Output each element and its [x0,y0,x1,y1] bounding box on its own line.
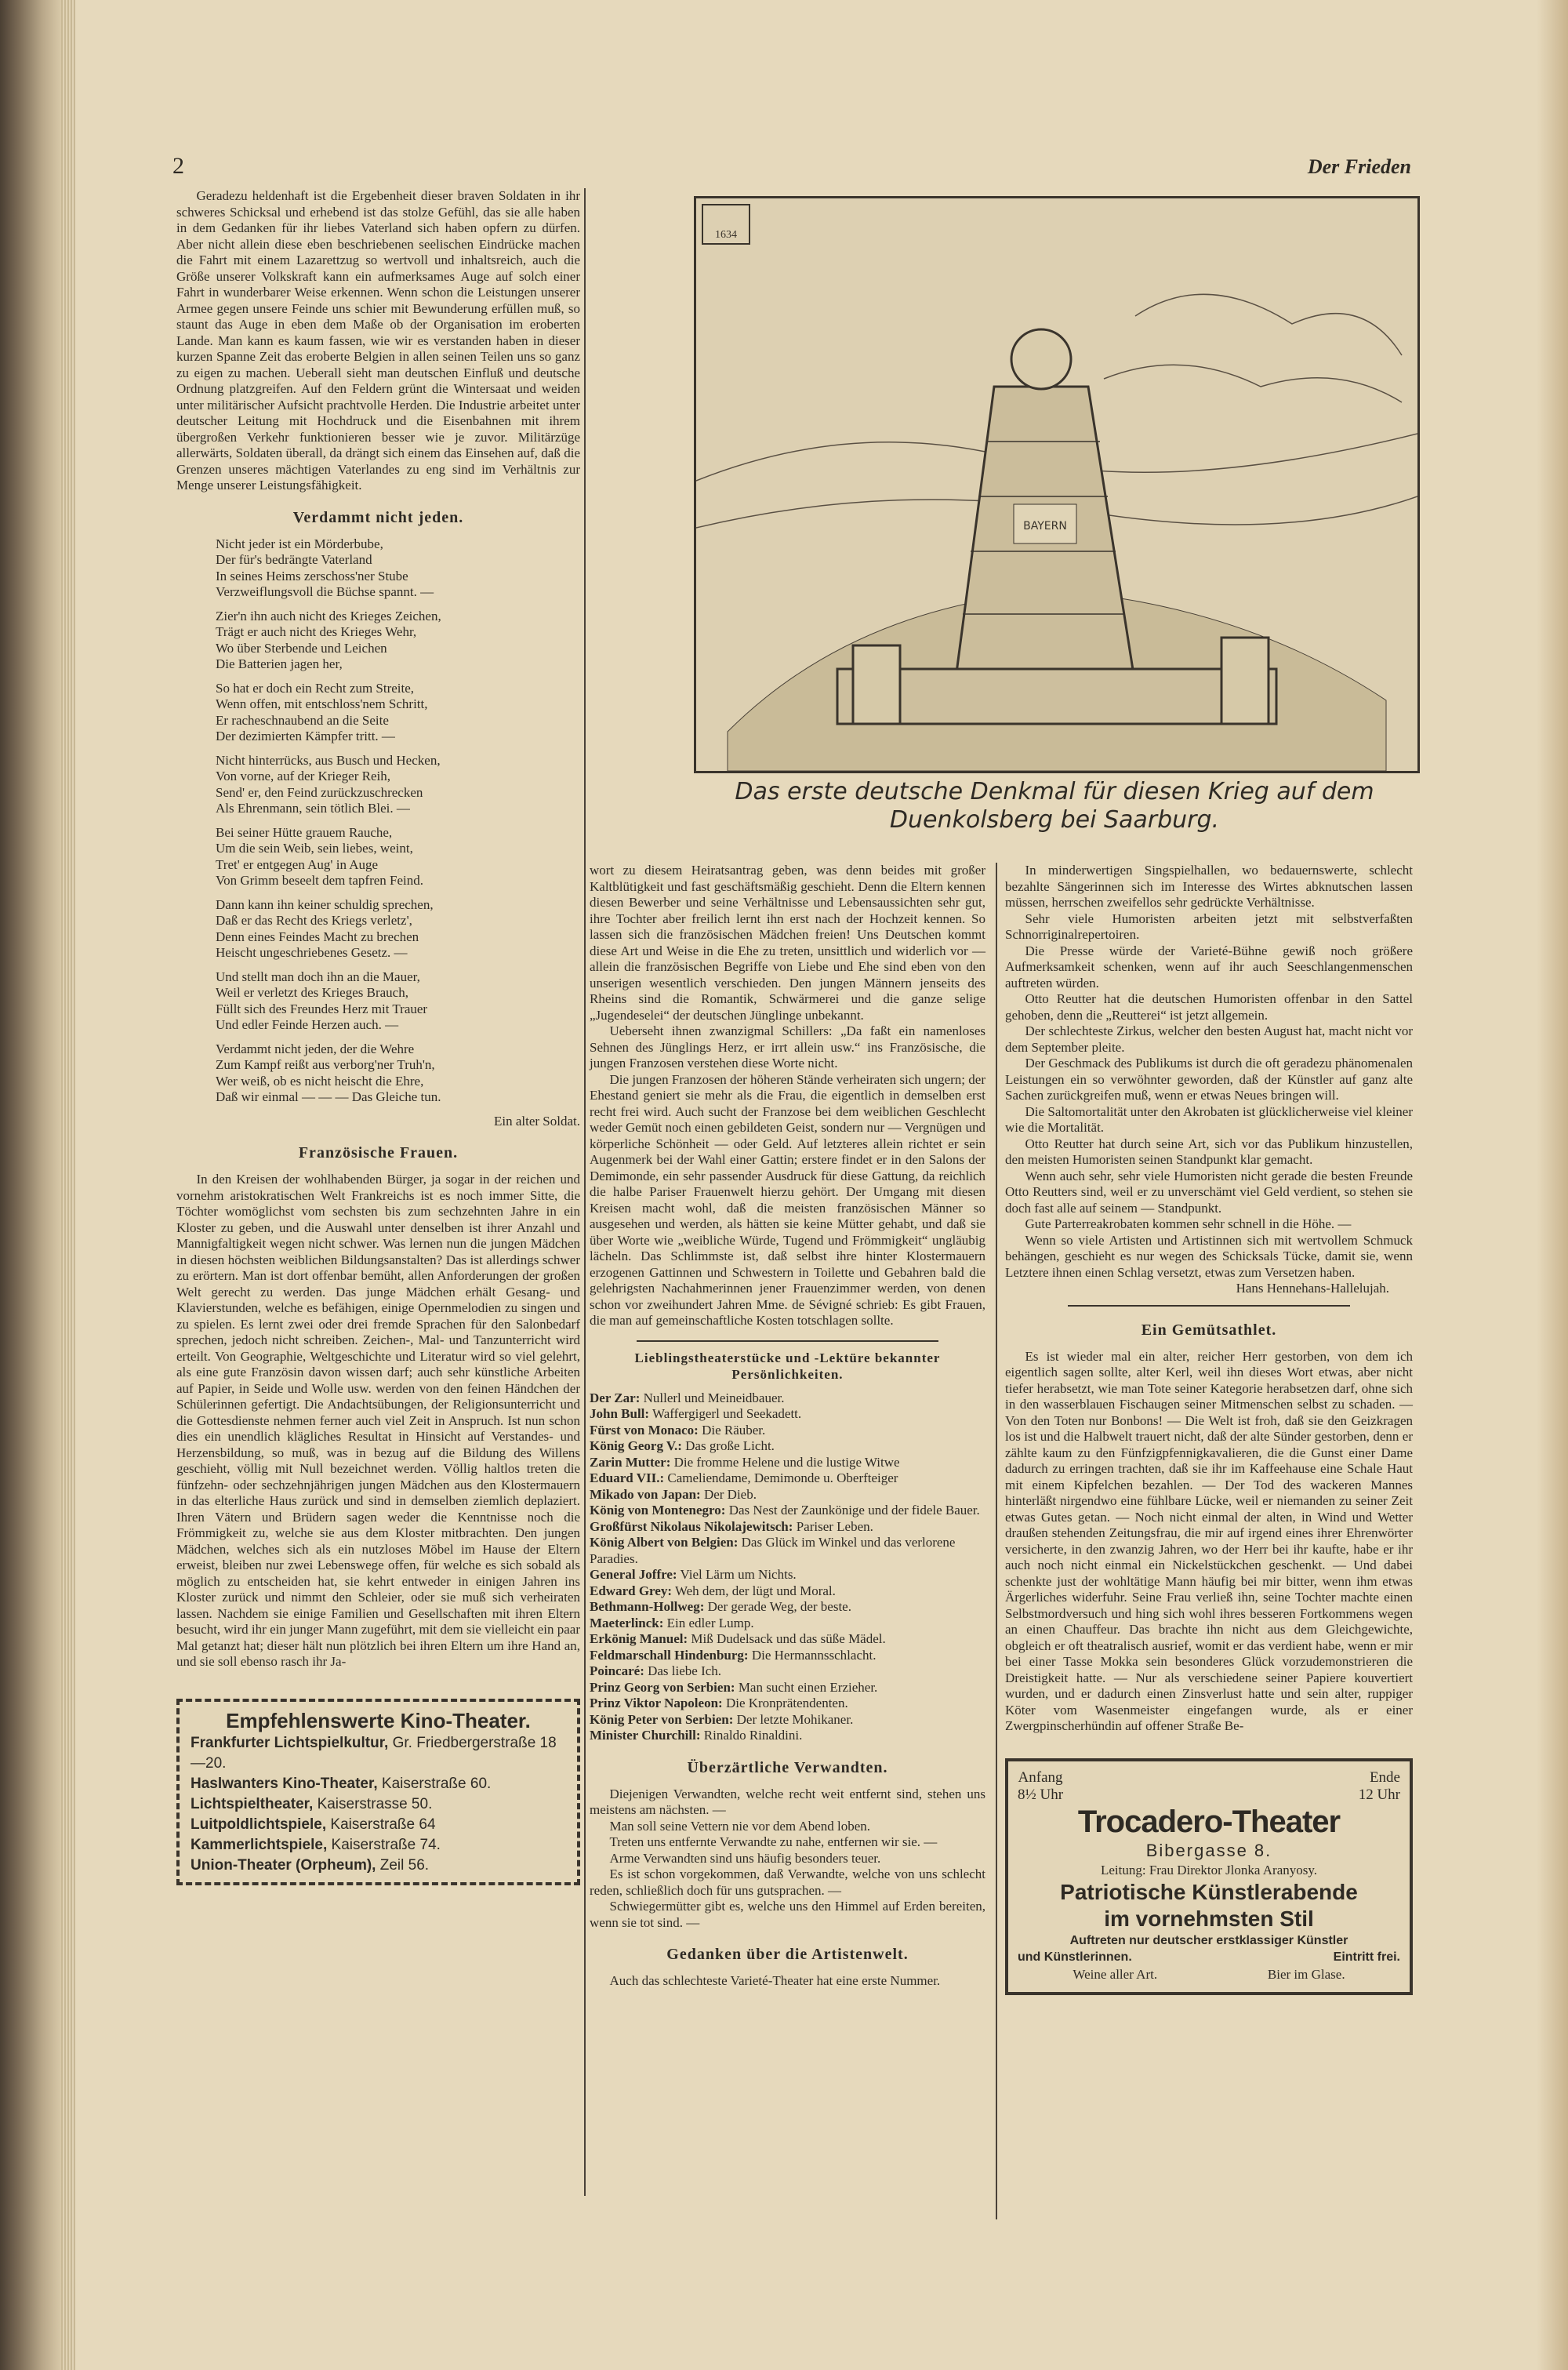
article-continuation: wort zu diesem Heiratsantrag geben, was denn beides mit großer Kaltblütigkeit und fast geschäftsmäßig geschieht. Denn die Eltern kennen diesen Bewerber und seine Verhältnisse und Lebensaussichten sehr gut, ihre Tochter aber freilich lernt ihn erst nach der Hochzeit kennen. So lassen sich die französischen Mädchen freien! Uns Deutschen kommt diese Art und Weise in die Ehe zu treten, unsittlich und widerlich vor — allein die französischen Begriffe von Liebe und Ehe sind eben von den unserigen wesentlich verschieden. Den jungen Männern jenseits des Rheins sind die Romantik, Schwärmerei und die ganze selige „Jugendeselei“ der deutschen Jünglinge unbekannt. [590,863,985,1023]
poem-author: Ein alter Soldat. [493,1113,580,1129]
list-name: Feldmarschall Hindenburg: [590,1647,749,1663]
kino-name: Haslwanters Kino-Theater, [191,1775,378,1792]
list-name: Fürst von Monaco: [590,1422,699,1438]
article-intro: Geradezu heldenhaft ist die Ergebenheit dieser braven Soldaten in ihr schweres Schicksal und erhebend ist das stolze Gefühl, das sie alle haben in dem Gedanken für ihr liebes Vaterland sich haben opfern zu dürfen. Aber nicht allein diese eben beschriebenen seelischen Eindrücke machen die Fahrt mit einem Lazarettzug so wertvoll und inhaltsreich, auch die Größe unserer Volkskraft kann ein aufmerksames Auge auf solch einer Fahrt in wunderbarer Weise erkennen. Wenn schon die Leistungen unserer Armee gegen unsere Feinde uns schier mit Bewunderung erfüllen muß, so staunt das Auge in eben dem Maße ob der Organisation im eroberten Lande. Man kann es kaum fassen, wie wir es verstanden haben in dieser kurzen Spanne Zeit das eroberte Belgien in allen seinen Teilen uns so ganz zu eigen zu machen. Ueberall sieht man deutschen Einfluß und deutsche Ordnung platzgreifen. Auf den Feldern grünt die Wintersaat und weiden unter militärischer Aufsicht prachtvolle Herden. Die Industrie arbeitet unter deutscher Leitung mit Hochdruck und die Eisenbahnen mit ihrem übergroßen Verkehr funktionieren besser wie je zuvor. Militärzüge allerwärts, Soldaten überall, da drängt sich einem das Einsehen auf, daß die Grenzen unseres mächtigen Vaterlandes zu eng sind im Verhältnis zur Menge unserer Leistungsfähigkeit. [176,188,580,493]
kino-entry [191,1774,566,1794]
aphorism: Gute Parterreakrobaten kommen sehr schnell in die Höhe. — [1025,1216,1352,1231]
list-value: Der letzte Mohikaner. [736,1711,854,1727]
poem-line: Nicht hinterrücks, aus Busch und Hecken, [216,752,441,768]
beer-note: Bier im Glase. [1267,1966,1345,1982]
aphorism: Sehr viele Humoristen arbeiten jetzt mit selbstverfaßten Schnorriginalrepertoiren. [1005,911,1413,942]
poem-stanza [216,825,580,889]
kino-ad-title: Empfehlenswerte Kino-Theater. [226,1708,531,1732]
list-name: Prinz Viktor Napoleon: [590,1696,723,1710]
aphorism: Schwiegermütter gibt es, welche uns den Himmel auf Erden bereiten, wenn sie tot sind. — [590,1899,985,1930]
aphorism: Der schlechteste Zirkus, welcher den besten August hat, macht nicht vor dem September pleite. [1005,1023,1413,1055]
poem-line: Dann kann ihn keiner schuldig sprechen, [216,896,434,912]
list-item [590,1663,985,1680]
list-name: Großfürst Nikolaus Nikolajewitsch: [590,1518,793,1534]
list-title: Lieblingstheaterstücke und -Lektüre bekannter Persönlichkeiten. [634,1350,941,1382]
list-item [590,1680,985,1696]
kino-name: Lichtspieltheater, [191,1795,314,1812]
list-name: General Joffre: [590,1567,677,1582]
monument-drawing [696,198,1417,771]
list-value: Das liebe Ich. [648,1663,722,1678]
aphorism: Es ist schon vorgekommen, daß Verwandte, welche von uns schlecht reden, schließlich doch für uns gutsprachen. — [590,1867,985,1898]
column-1 [176,188,580,1885]
list-value: Der gerade Weg, der beste. [707,1599,851,1614]
poem-line: Daß er das Recht des Kriegs verletz', [216,913,412,928]
ad-line-1: Auftreten nur deutscher erstklassiger Künstler [1069,1933,1348,1947]
poem-line: Füllt sich des Freundes Herz mit Trauer [216,1001,428,1016]
poem-line: Wer weiß, ob es nicht heischt die Ehre, [216,1073,424,1089]
list-value: Man sucht einen Erzieher. [738,1679,878,1695]
list-item [590,1470,985,1487]
poem-stanza [216,1041,580,1106]
poem-line: Verzweiflungsvoll die Büchse spannt. — [216,584,434,599]
poem-line: Und edler Feinde Herzen auch. — [216,1017,399,1032]
list-item [590,1583,985,1600]
list-value: Weh dem, der lügt und Moral. [674,1583,836,1598]
masthead: Der Frieden [1307,155,1411,178]
list-item [590,1390,985,1407]
poem-stanza [216,753,580,817]
list-value: Miß Dudelsack und das süße Mädel. [691,1631,886,1646]
artists-title: Gedanken über die Artistenwelt. [666,1946,909,1963]
list-value: Die Hermannsschlacht. [751,1647,877,1663]
page-right-edge [1537,0,1568,2370]
list-name: Mikado von Japan: [590,1486,701,1502]
kino-address: Zeil 56. [379,1856,430,1874]
list-name: Edward Grey: [590,1583,672,1598]
kino-entry [191,1733,566,1774]
theater-name: Trocadero-Theater [1077,1804,1341,1839]
poem-line: Als Ehrenmann, sein tötlich Blei. — [216,801,410,816]
list-name: König Georg V.: [590,1438,682,1453]
poem-stanza [216,681,580,745]
list-name: John Bull: [590,1406,650,1421]
list-value: Die Kronprätendenten. [725,1696,848,1710]
list-item [590,1487,985,1503]
list-item [590,1423,985,1439]
aphorism: Wenn so viele Artisten und Artistinnen sich mit wertvollem Schmuck behängen, geschieht es nur wegen des Schicksals Tücke, damit sie, wenn Letztere ihnen einen Schlag versetzt, etwas zum Versetzen haben. [1005,1232,1413,1280]
kino-name: Luitpoldlichtspiele, [191,1816,327,1833]
monument-illustration [694,196,1420,773]
aphorism: Otto Reutter hat durch seine Art, sich vor das Publikum hinzustellen, den meisten Humoristen seinen Standpunkt klar gemacht. [1005,1136,1413,1167]
figure-caption: Das erste deutsche Denkmal für diesen Krieg auf dem Duenkolsberg bei Saarburg. [735,778,1374,834]
divider [637,1340,938,1342]
list-item [590,1712,985,1728]
start-label: Anfang [1018,1768,1063,1786]
poem-line: Von Grimm beseelt dem tapfren Feind. [216,873,424,888]
list-value: Cameliendame, Demimonde u. Oberfteiger [667,1470,898,1485]
theater-management: Leitung: Frau Direktor Jlonka Aranyosy. [1100,1862,1318,1877]
list-name: Der Zar: [590,1390,641,1405]
figure-badge: 1634 [715,229,737,241]
kino-entry [191,1794,566,1815]
poem [176,536,580,1106]
poem-line: Weil er verletzt des Krieges Brauch, [216,985,408,1000]
kino-entry [191,1835,566,1856]
list-item [590,1438,985,1455]
theater-address: Bibergasse 8. [1145,1840,1272,1860]
kino-address: Kaiserstraße 60. [381,1775,492,1792]
kino-address: Gr. Friedbergerstraße 18—20. [191,1734,557,1772]
list-item [590,1648,985,1664]
poem-stanza [216,536,580,601]
poem-stanza [216,609,580,673]
list-item [590,1519,985,1536]
aphorism: Wenn auch sehr, sehr viele Humoristen nicht gerade die besten Freunde Otto Reutters sind, weil er zu unverschämt viel Geld verdient, so stehen sie doch fast alle auf seinem — Standpunkt. [1005,1168,1413,1216]
aphorism: Arme Verwandten sind uns häufig besonders teuer. [609,1850,881,1866]
athlete-text: Es ist wieder mal ein alter, reicher Herr gestorben, von dem ich eigentlich sagen sollte, alter Kerl, weil ihn dieses Wort etwas, aber nicht tiefer herabsetzt, wie man Tote seiner Kategorie herabsetzen darf, ohne sich in den wasserblauen Fischaugen seiner Mitmenschen selbst zu schaden. — Von den Toten nur Bonbons! — Die Welt ist froh, daß sie den Geizkragen los ist und die Halbwelt trauert nicht, daß der alte Sünder gestorben, denn er zählte kaum zu den Fünfzigpfennigkavalieren, die die Gunst einer Dame dadurch zu erringen trachten, daß sie ihr im Kaffeehause eine Schale Haut mit einem Kipfelchen bezahlen. — Der Tod des wackeren Mannes hinterläßt nirgendwo eine fühlbare Lücke, weil er niemanden zu seiner Zeit etwas Gutes getan. — Noch nicht einmal der alten, in Wind und Wetter draußen stehenden Zeitungsfrau, die mir auf irgend eines ihrer Ehrenwörter versicherte, in den zwanzig Jahren, wo der Herr bei ihr kaufte, habe er ihr auch noch nicht einmal ein Nickelstückchen geschenkt. — Und dabei schenkte just der wohltätige Mann häufig bei mir bitter, wenn ihm etwas Ärgerliches widerfuhr. Seine Frau verließ ihn, seine Tochter machte einen Selbstmordversuch und hing sich wohl ihres besseren Fortkommens wegen an einen Chauffeur. Das brachte ihn nicht aus dem Gleichgewichte, obgleich er oft theatralisch ausrief, womit er das verdient habe, wenn er mir bei einer Tasse Mokka sein besonderes Glück vorzudemonstrieren die Dreistigkeit hatte. — Nur als verschiedene seiner Papiere kouvertiert wurden, und er dadurch einen Zinsverlust hatte und sein alter, ruppiger Köter vom Wasenmeister eingefangen wurde, als er einer Zwergpinscherhündin auf offener Straße Be- [1005,1348,1413,1733]
list-item [590,1616,985,1632]
list-item [590,1567,985,1583]
list-name: Bethmann-Hollweg: [590,1599,705,1614]
list-value: Ein edler Lump. [666,1615,754,1630]
poem-line: So hat er doch ein Recht zum Streite, [216,680,415,696]
poem-line: Zier'n ihn auch nicht des Krieges Zeichen, [216,608,441,623]
poem-stanza [216,969,580,1034]
end-time: 12 Uhr [1358,1786,1400,1803]
poem-line: In seines Heims zerschoss'ner Stube [216,568,408,583]
list-value: Waffergigerl und Seekadett. [652,1406,802,1421]
list-name: Erkönig Manuel: [590,1631,688,1646]
poem-line: Der für's bedrängte Vaterland [216,552,372,567]
divider [1068,1305,1350,1307]
list-item [590,1696,985,1712]
poem-line: Send' er, den Feind zurückzuschrecken [216,784,423,800]
relatives-title: Überzärtliche Verwandten. [687,1758,888,1776]
list-name: Minister Churchill: [590,1728,701,1743]
page-edges [61,0,75,2370]
list-name: Zarin Mutter: [590,1454,671,1470]
list-value: Viel Lärm um Nichts. [680,1567,797,1582]
poem-line: Zum Kampf reißt aus verborg'ner Truh'n, [216,1057,435,1072]
list-name: Eduard VII.: [590,1470,665,1485]
kino-address: Kaiserstrasse 50. [317,1795,433,1812]
poem-line: Er racheschnaubend an die Seite [216,712,389,728]
list-name: König von Montenegro: [590,1503,726,1518]
list-value: Das große Licht. [685,1438,775,1453]
kino-name: Kammerlichtspiele, [191,1836,328,1853]
poem-line: Die Batterien jagen her, [216,656,343,671]
poem-line: Tret' er entgegen Aug' in Auge [216,856,379,872]
list-value: Die fromme Helene und die lustige Witwe [673,1454,900,1470]
aphorism: Die Presse würde der Varieté-Bühne gewiß noch größere Aufmerksamkeit schenken, wenn auf ihr auch Seeschlangenmenschen auftreten würden. [1005,943,1413,991]
kino-entry [191,1815,566,1835]
list-name: König Peter von Serbien: [590,1711,734,1727]
column-rule [996,863,997,2219]
page-number: 2 [172,153,184,179]
list-item [590,1535,985,1567]
aphorism: Man soll seine Vettern nie vor dem Abend loben. [609,1818,871,1834]
kino-name: Union-Theater (Orpheum), [191,1856,376,1874]
poem-line: Bei seiner Hütte grauem Rauche, [216,824,393,840]
poem-title: Verdammt nicht jeden. [292,508,464,526]
poem-line: Und stellt man doch ihn an die Mauer, [216,969,420,984]
poem-line: Wo über Sterbende und Leichen [216,640,387,656]
wine-note: Weine aller Art. [1073,1966,1158,1982]
kino-entry [191,1856,566,1876]
poem-line: Heischt ungeschriebenes Gesetz. — [216,945,408,960]
article-paragraph: Die jungen Franzosen der höheren Stände verheiraten sich ungern; der Ehestand geniert sie mehr als die Frau, die eigentlich in demselben erst recht frei wird. Auch sucht der Franzose bei dem weiblichen Geschlecht weder Gemüt noch einen gebildeten Geist, sondern nur — Vergnügen und körperliche Schönheit — oder Geld. Auf letzteres allein richtet er sein Augenmerk bei der Wahl einer Gattin; erstere findet er in den Salons der Demimonde, ein sehr passender Ausdruck für diese Gattung, da reichlich die halbe Pariser Frauenwelt hierzu gehört. Der Umgang mit diesen Kreisen macht wohl, daß die meisten französischen Männer so ausgesehen und werden, als hätten sie keine Mütter gehabt, und daß sie über Worte wie „weibliche Würde, Tugend und Frömmigkeit“ ungläubig lächeln. Das Schlimmste ist, daß selbst ihre hinter Klostermauern erzogenen Gattinnen und Schwestern in Toilette und Gebahren bald die gelehrigsten Nachahmerinnen jener Frauenzimmer werden, von denen schon vor zweihundert Jahren Mme. de Sévigné schrieb: Es gibt Frauen, die man auf gemeinschaftliche Kosten totschlagen sollte. [590,1071,985,1328]
section-text: In den Kreisen der wohlhabenden Bürger, ja sogar in der reichen und vornehm aristokratischen Welt Frankreichs ist es noch immer Sitte, die Töchter womöglichst vom sechsten bis zum sechzehnten Jahre in ein Kloster zu geben, und die Auswahl unter denselben ist ihrer Anzahl und Mannigfaltigkeit wegen nicht schwer. Was lernen nun die jungen Mädchen in diesen höchsten weiblichen Bildungsanstalten? Das ist allerdings schwer zu erörtern. Man ist dort offenbar bemüht, allen Anforderungen der großen Welt gerecht zu werden. Das junge Mädchen erhält Gesang- und Klavierstunden, welche es befähigen, einige Opernmelodien zu singen und zu spielen. Es lernt zwei oder drei fremde Sprachen für den Salonbedarf sprechen, jedoch nicht schreiben. Zeichen-, Mal- und Tanzunterricht wird erteilt. Von Geographie, Weltgeschichte und Literatur wird so viel gelehrt, als eine gute Französin davon wissen darf; auch sehr künstliche Arbeiten auf Papier, in Seide und Wolle usw. werden von den feinen Händchen der Schülerinnen gefertigt. Die Andachtsübungen, der Religionsunterricht und die Gottesdienste nehmen ferner auch viel Zeit in Anspruch. Ist nun schon dies ein unendlich klägliches Resultat in Hinsicht auf Verstandes- und Herzensbildung, so muß, was in bezug auf die Bildung des Willens geschieht, völlig mit Null bezeichnet werden. Völlig haltlos treten die fünfzehn- oder sechzehnjährigen jungen Mädchen aus den Klostermauern in das elterliche Haus zurück und sind in demselben ziemlich deplaziert. Ihren Vätern und Brüdern sagen weder die Kenntnisse noch die Frömmigkeit zu, welche sie aus dem Kloster mitbrachten. Den jungen Mädchen, welches sich als ein nutzloses Möbel im Hause der Eltern erweist, bleiben nur zwei Lebenswege offen, für welche es sich sobald als möglich zu entscheiden hat, sie kehrt entweder in einigen Jahren ins Kloster zurück und nimmt den Schleier, oder sie muß sich verheiraten lassen. Nachdem sie einige Familien und Gesellschaften mit ihren Eltern besucht, wird ihr ein junger Mann zugeführt, mit dem sie vielleicht ein paar Mal getanzt hat; dieser hält nun plötzlich bei ihren Eltern um ihre Hand an, und sie soll ebenso rasch ihr Ja- [176,1172,580,1669]
kino-name: Frankfurter Lichtspielkultur, [191,1734,389,1751]
column-rule [584,188,586,2196]
poem-line: Trägt er auch nicht des Krieges Wehr, [216,624,417,639]
celebrity-list [590,1390,985,1744]
kino-theater-ad [176,1699,580,1885]
list-value: Das Nest der Zaunkönige und der fidele Bauer. [728,1503,980,1518]
list-value: Rinaldo Rinaldini. [703,1728,803,1743]
aphorism: Treten uns entfernte Verwandte zu nahe, entfernen wir sie. — [609,1834,938,1849]
kino-list [191,1733,566,1876]
list-item [590,1631,985,1648]
list-value: Das Glück im Winkel und das verlorene Paradies. [590,1535,956,1566]
list-name: König Albert von Belgien: [590,1535,739,1550]
start-time: 8½ Uhr [1018,1786,1064,1803]
poem-line: Denn eines Feindes Macht zu brechen [216,929,419,944]
column-2 [590,863,985,1990]
poem-line: Wenn offen, mit entschloss'nem Schritt, [216,696,428,711]
column-3 [1005,863,1413,1995]
list-value: Die Räuber. [702,1422,766,1438]
author-signature: Hans Hennehans-Hallelujah. [1236,1281,1389,1296]
athlete-title: Ein Gemütsathlet. [1141,1321,1277,1339]
kino-address: Kaiserstraße 74. [331,1836,441,1853]
list-item [590,1728,985,1744]
article-paragraph: Ueberseht ihnen zwanzigmal Schillers: „Da faßt ein namenloses Sehnen des Jünglings Herz, er irrt allein usw.“ ins Französische, die jungen Franzosen verstehen diese Worte nicht. [590,1023,985,1070]
list-item [590,1455,985,1471]
poem-line: Nicht jeder ist ein Mörderbube, [216,536,383,551]
list-value: Nullerl und Meineidbauer. [643,1390,785,1405]
list-name: Maeterlinck: [590,1615,664,1630]
section-title: Französische Frauen. [298,1144,459,1161]
aphorism: Otto Reutter hat die deutschen Humoristen offenbar in den Sattel gehoben, denn die „Reutterei“ ist jetzt allgemein. [1005,991,1413,1023]
ad-headline-2: im vornehmsten Stil [1104,1906,1314,1931]
monument-inscription: BAYERN [1023,520,1067,533]
trocadero-ad [1005,1758,1413,1995]
poem-line: Der dezimierten Kämpfer tritt. — [216,729,395,743]
aphorism: Der Geschmack des Publikums ist durch die oft geradezu phänomenalen Leistungen ein so verwöhnter geworden, daß der Künstler auf ganz alte Sachen zurückgreifen muß, wenn er etwas Neues bringen will. [1005,1056,1413,1103]
end-label: Ende [1369,1768,1400,1786]
ad-headline-1: Patriotische Künstlerabende [1060,1879,1358,1904]
artist-aphorisms [1005,863,1413,1281]
ad-line-2: und Künstlerinnen. [1018,1950,1132,1964]
relatives-aphorisms [590,1787,985,1932]
entry-free: Eintritt frei. [1333,1950,1400,1964]
list-value: Der Dieb. [703,1486,757,1502]
aphorism: Die Saltomortalität unter den Akrobaten ist glücklicherweise viel kleiner wie die Mortalität. [1005,1103,1413,1135]
book-binding [0,0,61,2370]
list-name: Prinz Georg von Serbien: [590,1679,735,1695]
list-name: Poincaré: [590,1663,644,1678]
poem-line: Verdammt nicht jeden, der die Wehre [216,1041,415,1056]
list-item [590,1406,985,1423]
poem-line: Von vorne, auf der Krieger Reih, [216,769,390,783]
poem-stanza [216,897,580,961]
aphorism: In minderwertigen Singspielhallen, wo bedauernswerte, schlecht bezahlte Sängerinnen sich im Interesse des Wirtes abknutschen lassen müssen, herrschen zweifellos sehr gedrückte Verhältnisse. [1005,863,1413,910]
list-item [590,1503,985,1519]
list-item [590,1599,985,1616]
list-value: Pariser Leben. [796,1518,873,1534]
poem-line: Um die sein Weib, sein liebes, weint, [216,841,413,856]
poem-line: Daß wir einmal — — — Das Gleiche tun. [216,1089,441,1104]
artists-text: Auch das schlechteste Varieté-Theater hat eine erste Nummer. [609,1973,941,1988]
kino-address: Kaiserstraße 64 [330,1816,436,1833]
aphorism: Diejenigen Verwandten, welche recht weit entfernt sind, stehen uns meistens am nächsten. — [590,1786,985,1817]
